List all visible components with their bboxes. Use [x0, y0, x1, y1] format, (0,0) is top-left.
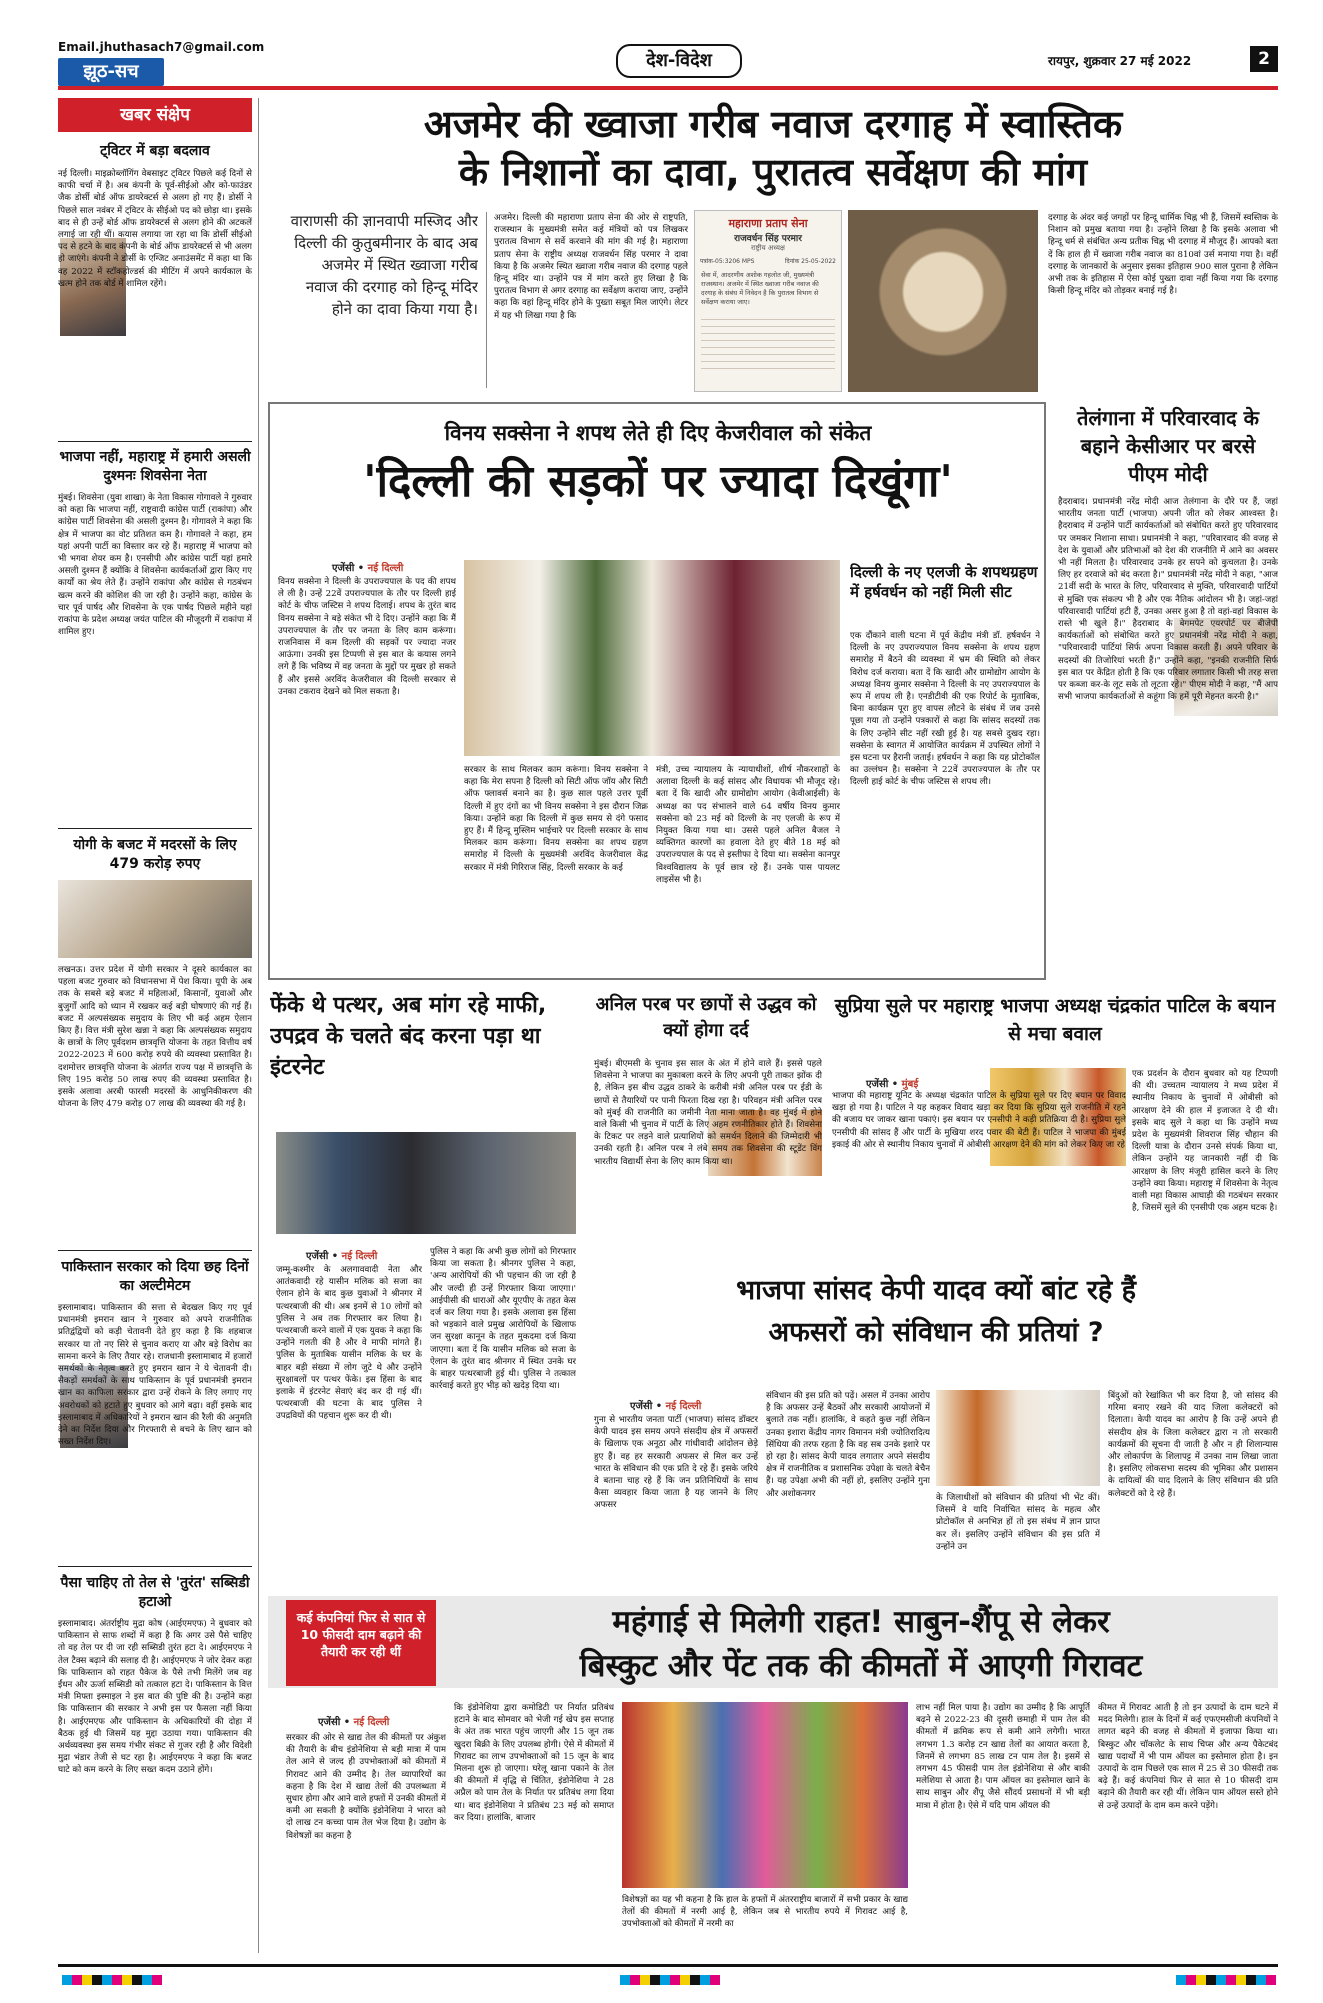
byline-agency: एजेंसी — [866, 1079, 889, 1090]
byline-agency: एजेंसी — [318, 1717, 341, 1728]
byline-place: नई दिल्ली — [353, 1717, 390, 1728]
kp-col-3: के जिलाधीशों को संविधान की प्रतियां भी भेंट कीं। जिसमें वे यादि निर्वाचित सांसद के महत्व और प्रोटोकॉल से अनभिज्ञ हों तो इस संबंध में ज्ञान प्राप्त कर लें। इसलिए उन्होंने संविधान की इस प्रति में उन्होंने उन — [936, 1493, 1100, 1552]
kp-col-4: बिंदुओं को रेखांकित भी कर दिया है, जो सांसद की गरिमा बनाए रखने की याद जिला कलेक्टरों को दिलाता। केपी यादव का आरोप है कि उन्हें अपने ही संसदीय क्षेत्र के जिला कलेक्टर द्वारा न तो सरकारी कार्यक्रमों की सूचना दी जाती है और न ही शिलान्यास और लोकार्पण के शिलापट्ट में उनका नाम लिखा जाता है। इसलिए लोकसभा सदस्य की भूमिका और प्रशासन के दायित्वों की याद दिलाने के लिए संविधान की प्रति कलेक्टरों को दे रहे हैं। — [1108, 1391, 1278, 1499]
letter-ref: पत्रांक-05:3206 MPS — [700, 258, 755, 265]
sidebar-photo-madrasa — [58, 880, 252, 958]
pullquote-rule — [486, 212, 487, 388]
masthead — [0, 0, 1323, 92]
sidebar-title — [58, 98, 252, 132]
delhi-sidebar-body: एक दौंकाने वाली घटना में पूर्व केंद्रीय मंत्री डॉ. हर्षवर्धन ने दिल्ली के नए उपराज्यपाल विनय सक्सेना के शपथ ग्रहण समारोह में बैठने की व्यवस्था में भ्रम की स्थिति को लेकर विरोध दर्ज कराया। बता दें कि खादी और ग्रामोद्योग आयोग के अध्यक्ष विनय कुमार सक्सेना ने दिल्ली के नए उपराज्यपाल के रूप में शपथ ली है। एनडीटीवी की एक रिपोर्ट के मुताबिक, बिना कार्यक्रम पूरा हुए वापस लौटने के संबंध में जब उनसे पूछा गया तो उन्होंने पत्रकारों से कहा कि सांसद सदस्यों तक के लिए उन्होंने सीट नहीं रखी हुई है। यह सबसे दुखद रहा। सक्सेना के स्वागत में आयोजित कार्यक्रम में उपस्थित लोगों ने इस घटना पर हैरानी जताई। हर्षवर्धन ने कहा कि यह प्रोटोकॉल का उल्लंघन है। सक्सेना ने 22वें उपराज्यपाल के तौर पर दिल्ली हाई कोर्ट के चीफ जस्टिस से शपथ ली। — [850, 631, 1040, 788]
lg-swearing-in-photo — [464, 560, 840, 756]
kp-headline — [594, 1270, 1278, 1366]
delhi-kicker: विनय सक्सेना ने शपथ लेते ही दिए केजरीवाल को संकेत — [444, 421, 872, 445]
section-title-text: देश-विदेश — [646, 50, 712, 71]
inflation-headline — [444, 1600, 1278, 1688]
inflation-col-4: लाभ नहीं मिल पाया है। उद्योग का उम्मीद है कि आपूर्ति बढ़ने से 2022-23 की दूसरी छमाही में पाम तेल की कीमतों में क्रमिक रूप से कमी आने लगेगी। भारत लगभग 1.3 करोड़ टन खाद्य तेलों का आयात करता है, जिनमें से लगभग 85 लाख टन पाम तेल है। इसमें से लगभग 45 फीसदी पाम तेल इंडोनेशिया से और बाकी मलेशिया से आता है। पाम ऑयल का इस्तेमाल खाने के साथ साबुन और शैंपू जैसे सौंदर्य प्रसाधनों में भी बड़ी मात्रा में होता है। ऐसे में यदि पाम ऑयल की — [916, 1703, 1090, 1811]
delhi-col-2: सरकार के साथ मिलकर काम करूंगा। विनय सक्सेना ने कहा कि मेरा सपना है दिल्ली को सिटी ऑफ जॉय और सिटी ऑफ फ्लावर्स बनाने का है। कुछ साल पहले उत्तर पूर्वी दिल्ली में हुए दंगों का भी विनय सक्सेना ने इस दौरान जिक्र किया। उन्होंने कहा कि दिल्ली में कुछ समय से दंगे फसाद हुए हैं। मैं हिन्दू मुस्लिम भाईचारे पर दिल्ली सरकार के साथ मिलकर काम करूंगा। विनय सक्सेना का शपथ ग्रहण समारोह में दिल्ली के मुख्यमंत्री अरविंद केजरीवाल केंद्र सरकार में मंत्री गिरिराज सिंह, दिल्ली सरकार के कई — [464, 765, 648, 873]
page-number — [1250, 46, 1278, 72]
byline-place: नई दिल्ली — [665, 1401, 702, 1412]
sidebar-divider — [58, 1250, 252, 1251]
byline-place: मुंबई — [901, 1079, 919, 1090]
inflation-kicker-box — [286, 1600, 436, 1686]
byline-place: नई दिल्ली — [341, 1251, 378, 1262]
delhi-lg-box — [268, 402, 1046, 980]
letter-name: राजवर्धन सिंह परमार — [734, 234, 802, 244]
byline-agency: एजेंसी — [332, 563, 355, 574]
footer-rule — [58, 1964, 1278, 1967]
supriya-col-1: भाजपा की महाराष्ट्र यूनिट के अध्यक्ष चंद्रकांत पाटिल के सुप्रिया सुले पर दिए बयान पर विवाद खड़ा हो गया है। पाटिल ने यह कहकर विवाद खड़ा कर दिया कि सुप्रिया सुले राजनीति में रहने की बजाय घर जाकर खाना पकाएं। इस बयान पर एनसीपी ने कड़ी प्रतिक्रिया दी है। सुप्रिया सुले एनसीपी की सांसद हैं और पार्टी के मुखिया शरद पवार की बेटी हैं। पाटिल ने भाजपा की मुंबई इकाई की ओर से स्थानीय निकाय चुनावों में ओबीसी आरक्षण देने की मांग को लेकर किए जा रहे — [832, 1091, 1126, 1150]
logo-text: झूठ-सच — [83, 61, 139, 82]
telangana-body: हैदराबाद। प्रधानमंत्री नरेंद्र मोदी आज तेलंगाना के दौरे पर हैं, जहां भारतीय जनता पार्टी (भाजपा) अपनी जीत को लेकर आश्वस्त है। हैदराबाद में उन्होंने पार्टी कार्यकर्ताओं को संबोधित करते हुए परिवारवाद पर जमकर निशाना साधा। प्रधानमंत्री ने कहा, "परिवारवाद की वजह से देश के युवाओं और प्रतिभाओं को देश की राजनीति में आने का अवसर भी नहीं मिलता है। परिवारवाद उनके हर सपने को कुचलता है। उनके लिए हर दरवाजे को बंद करता है।" प्रधानमंत्री नरेंद्र मोदी ने कहा, "आज 21वीं सदी के भारत के लिए, परिवारवाद से मुक्ति, परिवारवादी पार्टियों से मुक्ति एक संकल्प भी है और एक नैतिक आंदोलन भी है। जहां-जहां परिवारवादी पार्टियां हटी हैं, उनका असर हुआ है तो वहां-वहां विकास के रास्ते भी खुले हैं।" हैदराबाद के बेगमपेट एयरपोर्ट पर बीजेपी कार्यकर्ताओं को संबोधित करते हुए प्रधानमंत्री नरेंद्र मोदी ने कहा, "परिवारवादी पार्टियां सिर्फ अपना विकास करती हैं। अपने परिवार के सदस्यों की तिजोरियां भरती हैं।" उन्होंने कहा, "इनकी राजनीति सिर्फ इस बात पर केंद्रित होती है कि एक परिवार लगातार किसी भी तरह सत्ता पर कब्जा कर-के लूट सके तो लूटता रहे।" पीएम मोदी ने कहा, "मैं आप सभी भाजपा कार्यकर्ताओं से कहूंगा कि हमें पूरी मेहनत करनी है।" — [1058, 497, 1278, 703]
stones-col-1: जम्मू-कश्मीर के अलगाववादी नेता और आतंकवादी रहे यासीन मलिक को सजा का ऐलान होने के बाद कुछ युवाओं ने श्रीनगर में पत्थरबाजी की थी। अब इनमें से 10 लोगों को पुलिस ने अब तक गिरफ्तार कर लिया है। पत्थरबाजी करने वालों में एक युवक ने कहा कि उन्होंने गलती की है और वे माफी मांगते हैं। पुलिस के मुताबिक यासीन मलिक के घर के बाहर बड़ी संख्या में लोग जुटे थे और उन्होंने सुरक्षाबलों पर पत्थर फेंके। इस हिंसा के बाद इलाके में इंटरनेट सेवाएं बंद कर दी गई थीं। पत्थरबाजी की घटना के बाद पुलिस ने उपद्रवियों की पहचान शुरू कर दी थी। — [276, 1265, 422, 1422]
kp-col-2: संविधान की इस प्रति को पढ़ें। असल में उनका आरोप है कि अफसर उन्हें बैठकों और सरकारी आयोजनों में बुलाते तक नहीं। हालांकि, वे कहते कुछ नहीं लेकिन उनका इशारा केंद्रीय नागर विमानन मंत्री ज्योतिरादित्य सिंधिया की तरफ रहता है कि वह सब उनके इशारे पर हो रहा है। सांसद केपी यादव लगातार अपने संसदीय क्षेत्र में राजनीतिक व प्रशासनिक उपेक्षा के चलते बेचैन हैं। यह उपेक्षा अभी की नहीं हो, इसलिए उन्होंने गुना और अशोकनगर — [766, 1391, 930, 1499]
stones-headline: फेंके थे पत्थर, अब मांग रहे माफी, उपद्रव के चलते बंद करना पड़ा था इंटरनेट — [270, 993, 547, 1080]
sidebar-item-head: भाजपा नहीं, महाराष्ट्र में हमारी असली दुश्मनः शिवसेना नेता — [59, 449, 251, 484]
stones-col-2: पुलिस ने कहा कि अभी कुछ लोगों को गिरफ्तार किया जा सकता है। श्रीनगर पुलिस ने कहा, 'अन्य आरोपियों की भी पहचान की जा रही है और जल्दी ही उन्हें गिरफ्तार किया जाएगा।' आईपीसी की धाराओं और यूएपीए के तहत केस दर्ज कर लिया गया है। इसके अलावा इस हिंसा को भड़काने वाले प्रमुख आरोपियों के खिलाफ जन सुरक्षा कानून के तहत मुकदमा दर्ज किया जाएगा। बता दें कि यासीन मलिक को सजा के ऐलान के तुरंत बाद श्रीनगर में स्थित उनके घर के बाहर पत्थरबाजी हुई थी। पुलिस ने तत्काल कार्रवाई करते हुए भीड़ को खदेड़ दिया था। — [430, 1247, 576, 1392]
sidebar-divider — [58, 441, 252, 442]
byline-agency: एजेंसी — [630, 1401, 653, 1412]
sidebar-divider — [58, 828, 252, 829]
masthead-rule-red — [58, 86, 1278, 90]
dargah-window-photo — [848, 210, 1038, 392]
shiv-headline: अनिल परब पर छापों से उद्धव को क्यों होगा दर्द — [595, 994, 817, 1041]
registration-marks-left — [62, 1975, 162, 1985]
inflation-col-1: सरकार की ओर से खाद्य तेल की कीमतों पर अंकुश की तैयारी के बीच इंडोनेशिया से बड़ी मात्रा में पाम तेल आने से जल्द ही उपभोक्ताओं को कीमतों में गिरावट आने की उम्मीद है। तेल व्यापारियों का कहना है कि देश में खाद्य तेलों की उपलब्धता में सुधार होगा और आने वाले हफ्तों में उनकी कीमतों में कमी आ सकती है क्योंकि इंडोनेशिया ने भारत को दो लाख टन कच्चा पाम तेल भेज दिया है। उद्योग के विशेषज्ञों का कहना है — [286, 1733, 446, 1841]
sidebar-item-body: लखनऊ। उत्तर प्रदेश में योगी सरकार ने दूसरे कार्यकाल का पहला बजट गुरुवार को विधानसभा में पेश किया। यूपी के अब तक के सबसे बड़े बजट में महिलाओं, किसानों, युवाओं और बुजुर्गों आदि को ध्यान में रखकर कई बड़ी घोषणाएं की गई हैं। बजट में अल्पसंख्यक समुदाय के लिए भी कई अहम ऐलान किए हैं। वित्त मंत्री सुरेश खन्ना ने कहा कि अल्पसंख्यक समुदाय के छात्रों के लिए पूर्वदशम छात्रवृत्ति योजना के तहत वित्तीय वर्ष 2022-2023 में 600 करोड़ रुपये की व्यवस्था प्रस्तावित है। दशमोत्तर छात्रवृत्ति योजना के अंतर्गत राज्य पक्ष में छात्रवृत्ति के लिए 195 करोड़ 50 लाख रुपए की व्यवस्था प्रस्तावित है। इसके अलावा अरबी फारसी मदरसों के आधुनिकीकरण की योजना के लिए 479 करोड़ 07 लाख की व्यवस्था की गई है। — [58, 965, 252, 1110]
delhi-col-1: विनय सक्सेना ने दिल्ली के उपराज्यपाल के पद की शपथ ले ली है। उन्हें 22वें उपराज्यपाल के तौर पर दिल्ली हाई कोर्ट के चीफ जस्टिस ने शपथ दिलाई। शपथ के तुरंत बाद विनय सक्सेना ने बड़े संकेत भी दे दिए। उन्होंने कहा कि मैं उपराज्यपाल के तौर पर जनता के लिए काम करूंगा। राजनिवास में कम दिल्ली की सड़कों पर ज्यादा नजर आऊंगा। उनकी इस टिप्पणी से इस बात के कयास लगने लगे हैं कि भविष्य में वह जनता के मुद्दों पर मुखर हो सकते हैं और इससे अरविंद केजरीवाल की दिल्ली सरकार से उनका टकराव देखने को मिल सकता है। — [278, 577, 456, 697]
letter-body: सेवा में, आदरणीय अशोक गहलोत जी, मुख्यमंत्री राजस्थान। अजमेर में स्थित ख्वाजा गरीब नवाज की दरगाह के संबंध में निवेदन है कि पुरातत्व विभाग से सर्वेक्षण कराया जाए। — [701, 271, 819, 306]
byline: एजेंसी • नई दिल्ली — [306, 1251, 378, 1262]
grocery-store-photo — [622, 1702, 908, 1888]
dateline: रायपुर, शुक्रवार 27 मई 2022 — [1048, 54, 1192, 68]
shiv-body: मुंबई। बीएमसी के चुनाव इस साल के अंत में होने वाले हैं। इससे पहले शिवसेना ने भाजपा का मुकाबला करने के लिए अपनी पूरी ताकत झोंक दी है, लेकिन इस बीच उद्धव ठाकरे के करीबी मंत्री अनिल परब पर ईडी के छापों से तैयारियों पर पानी फिरता दिख रहा है। परिवहन मंत्री अनिल परब को मुंबई की राजनीति का जमीनी नेता माना जाता है। वह मुंबई में होने वाले किसी भी चुनाव में पार्टी के लिए अहम रणनीतिकार होते हैं। शिवसेना के टिकट पर लड़ने वाले प्रत्याशियों को समर्थन दिलाने की जिम्मेदारी भी उनकी रहती है। अनिल परब ने लंबे समय तक शिवसेना की स्टूडेंट विंग भारतीय विद्यार्थी सेना के लिए काम किया था। — [594, 1059, 822, 1167]
letter-designation: राष्ट्रीय अध्यक्ष — [751, 244, 785, 252]
sidebar-item-body: मुंबई। शिवसेना (युवा शाखा) के नेता विकास गोगावले ने गुरुवार को कहा कि भाजपा नहीं, राष्ट्रवादी कांग्रेस पार्टी (राकांपा) और कांग्रेस पार्टी शिवसेना की असली दुश्मन है। गोगावले ने कहा कि क्षेत्र में भाजपा का वोट प्रतिशत कम है। गोगावले ने कहा, हम यहां अपनी पार्टी का विस्तार कर रहे हैं। महाराष्ट्र में भाजपा को भी भगवा शेयर कम है। एनसीपी और कांग्रेस पार्टी यहां हमारे असली दुश्मन हैं क्योंकि वे शिवसेना कार्यकर्ताओं द्वारा किए गए कार्यों का श्रेय लेते हैं। उन्होंने राकांपा और कांग्रेस से गठबंधन खत्म करने की कोशिश की जा रही है। उन्होंने कहा, कांग्रेस के चार पूर्व पार्षद और शिवसेना के एक पार्षद पिछले महीने यहां राकांपा के प्रदेश अध्यक्ष जयंत पाटिल की मौजूदगी में राकांपा में शामिल हुए। — [58, 493, 252, 638]
sidebar-item-body: इस्लामाबाद। पाकिस्तान की सत्ता से बेदखल किए गए पूर्व प्रधानमंत्री इमरान खान ने गुरुवार को अपने राजनीतिक प्रतिद्वंद्वियों को कड़ी चेतावनी देते हुए कहा है कि शहबाज सरकार या तो नए सिरे से चुनाव कराए या और बड़े विरोध का सामना करने के लिए तैयार रहे। राजधानी इस्लामाबाद में हजारों समर्थकों के नेतृत्व करते हुए इमरान खान ने ये चेतावनी दी। सैकड़ों समर्थकों के साथ पाकिस्तान के पूर्व प्रधानमंत्री इमरान खान का काफिला सरकार द्वारा उन्हें रोकने के लिए लगाए गए अवरोधकों को हटाते हुए बुधवार को आगे बढ़ा। वहीं इसके बाद इस्लामाबाद में अधिकारियों ने इमरान खान की रैली की अनुमति देने का निर्देश दिया और गिरफ्तारी से बचने के लिए खान को सख्त निर्देश दिए। — [58, 1303, 252, 1448]
sidebar-item-head: पैसा चाहिए तो तेल से 'तुरंत' सब्सिडी हटाओ — [60, 1575, 250, 1610]
sidebar — [58, 98, 252, 1953]
inflation-col-3: विशेषज्ञों का यह भी कहना है कि हाल के हफ्तों में अंतरराष्ट्रीय बाजारों में सभी प्रकार के खाद्य तेलों की कीमतों में नरमी आई है, लेकिन जब से भारतीय रुपये में गिरावट आई है, उपभोक्ताओं को कीमतों में नरमी का — [622, 1895, 908, 1930]
lead-headline — [268, 100, 1278, 200]
sidebar-title-text: खबर संक्षेप — [120, 105, 190, 125]
inflation-headline-line-1: महंगाई से मिलेगी राहत! साबुन-शैंपू से लेकर — [612, 1604, 1110, 1640]
byline-agency: एजेंसी — [306, 1251, 329, 1262]
supriya-col-2: एक प्रदर्शन के दौरान बुधवार को यह टिप्पणी की थी। उच्चतम न्यायालय ने मध्य प्रदेश में स्थानीय निकाय के चुनावों में ओबीसी को आरक्षण देने की हाल में इजाजत दे दी थी। इसके बाद सुले ने कहा था कि उन्होंने मध्य प्रदेश के मुख्यमंत्री शिवराज सिंह चौहान की दिल्ली यात्रा के दौरान उनसे संपर्क किया था, लेकिन उन्होंने यह जानकारी नहीं दी कि आरक्षण के लिए मंजूरी हासिल करने के लिए उन्होंने क्या किया। महाराष्ट्र में शिवसेना के नेतृत्व वाली महा विकास आघाड़ी की गठबंधन सरकार है, जिसमें सुले की एनसीपी एक अहम घटक है। — [1132, 1069, 1278, 1214]
inflation-headline-line-2: बिस्कुट और पेंट तक की कीमतों में आएगी गिरावट — [579, 1648, 1143, 1684]
inflation-kicker: कई कंपनियां फिर से सात से 10 फीसदी दाम बढ़ाने की तैयारी कर रही थीं — [296, 1610, 426, 1659]
inflation-col-2: कि इंडोनेशिया द्वारा कमोडिटी पर निर्यात प्रतिबंध हटाने के बाद सोमवार को भेजी गई खेप इस सप्ताह के अंत तक भारत पहुंच जाएगी और 15 जून तक खुदरा बिक्री के लिए उपलब्ध होगी। ऐसे में कीमतों में गिरावट का लाभ उपभोक्ताओं को 15 जून के बाद मिलना शुरू हो जाएगा। घरेलू खाना पकाने के तेल की कीमतों में वृद्धि से चिंतित, इंडोनेशिया ने 28 अप्रैल को पाम तेल के निर्यात पर प्रतिबंध लगा दिया था। बाद इंडोनेशिया ने प्रतिबंध 23 मई को समाप्त कर दिया। हालांकि, बाजार — [454, 1703, 614, 1823]
letter-org: महाराणा प्रताप सेना — [728, 217, 808, 230]
arrested-youths-photo — [276, 1132, 576, 1234]
letter-image — [694, 210, 842, 392]
byline: एजेंसी • नई दिल्ली — [630, 1401, 702, 1412]
letter-date: दिनांक 25-05-2022 — [784, 258, 836, 265]
byline-place: नई दिल्ली — [367, 563, 404, 574]
section-title — [616, 44, 742, 78]
letter-lines — [701, 313, 835, 373]
lead-headline-line-2: के निशानों का दावा, पुरातत्व सर्वेक्षण की मांग — [458, 150, 1088, 194]
email-line: Email.jhuthasach7@gmail.com — [58, 40, 265, 54]
kp-headline-line-2: अफसरों को संविधान की प्रतियां ? — [768, 1317, 1104, 1348]
logo — [58, 58, 164, 86]
lead-pullquote: वाराणसी की ज्ञानवापी मस्जिद और दिल्ली की कुतुबमीनार के बाद अब अजमेर में स्थित ख्वाजा गरीब नवाज की दरगाह को हिन्दू मंदिर होने का दावा किया गया है। — [290, 212, 478, 318]
kp-headline-line-1: भाजपा सांसद केपी यादव क्यों बांट रहे हैं — [736, 1275, 1136, 1306]
byline: एजेंसी • नई दिल्ली — [332, 563, 404, 574]
byline: एजेंसी • मुंबई — [866, 1079, 919, 1090]
sidebar-item-body: इस्लामाबाद। अंतर्राष्ट्रीय मुद्रा कोष (आईएमएफ) ने बुधवार को पाकिस्तान से साफ शब्दों में कहा है कि अगर उसे पैसे चाहिए तो वह तेल पर दी जा रही सब्सिडी तुरंत हटा दे। आईएमएफ ने तेल टैक्स बढ़ाने की सलाह दी है। आईएमएफ ने जोर देकर कहा कि पाकिस्तान को राहत पैकेज के पैसे तभी मिलेंगे जब वह ईंधन और ऊर्जा सब्सिडी को तत्काल हटा दे। पाकिस्तान के वित्त मंत्री मिफ्ता इस्माइल ने इस बात की पुष्टि की है। उन्होंने कहा कि पाकिस्तान की सरकार ने अभी इस पर फैसला नहीं किया है। आईएमएफ और पाकिस्तान के अधिकारियों की दोहा में बैठक हुई थी जिसमें यह मुद्दा उठाया गया। पाकिस्तान की अर्थव्यवस्था इस समय गंभीर संकट से गुजर रही है और विदेशी मुद्रा भंडार तेजी से घट रहा है। आईएमएफ ने कहा कि बजट घाटे को कम करने के लिए सख्त कदम उठाने होंगे। — [58, 1619, 252, 1776]
delhi-col-3: मंत्री, उच्च न्यायालय के न्यायाधीशों, शीर्ष नौकरशाहों के अलावा दिल्ली के कई सांसद और विधायक भी मौजूद रहे। बता दें कि खादी और ग्रामोद्योग आयोग (केवीआईसी) के अध्यक्ष का पद संभालने वाले 64 वर्षीय विनय कुमार सक्सेना को 23 मई को दिल्ली के नए एलजी के रूप में नियुक्त किया गया था। उससे पहले अनिल बैजल ने व्यक्तिगत कारणों का हवाला देते हुए बीते 18 मई को उपराज्यपाल के पद से इस्तीफा दे दिया था। सक्सेना कानपुर विश्वविद्यालय के पूर्व छात्र रहे हैं। उनके पास पायलट लाइसेंस भी है। — [656, 765, 840, 885]
byline: एजेंसी • नई दिल्ली — [318, 1717, 390, 1728]
inflation-col-5: कीमत में गिरावट आती है तो इन उत्पादों के दाम घटने में मदद मिलेगी। हाल के दिनों में कई एफएमसीजी कंपनियों ने लागत बढ़ने की वजह से कीमतों में इजाफा किया था। बिस्कुट और चॉकलेट के साथ चिप्स और अन्य पैकेटबंद खाद्य पदार्थों में भी पाम ऑयल का इस्तेमाल होता है। इन उत्पादों के दाम पिछले एक साल में 25 से 30 फीसदी तक बढ़े हैं। कई कंपनियां फिर से सात से 10 फीसदी दाम बढ़ाने की तैयारी कर रही थीं। लेकिन पाम ऑयल सस्ते होने से उन्हें उत्पादों के दाम कम करने पड़ेंगे। — [1098, 1703, 1278, 1811]
delhi-sidebar-head: दिल्ली के नए एलजी के शपथग्रहण में हर्षवर्धन को नहीं मिली सीट — [850, 563, 1038, 601]
sidebar-item-head: पाकिस्तान सरकार को दिया छह दिनों का अल्टीमेटम — [61, 1259, 249, 1294]
sidebar-divider — [58, 1566, 252, 1567]
telangana-headline: तेलंगाना में परिवारवाद के बहाने केसीआर पर बरसे पीएम मोदी — [1076, 406, 1259, 486]
supriya-headline: सुप्रिया सुले पर महाराष्ट्र भाजपा अध्यक्ष चंद्रकांत पाटिल के बयान से मचा बवाल — [834, 995, 1276, 1045]
registration-marks-right — [1176, 1975, 1276, 1985]
delhi-headline: 'दिल्ली की सड़कों पर ज्यादा दिखूंगा' — [363, 456, 953, 507]
sidebar-item-body: नई दिल्ली। माइक्रोब्लॉगिंग वेबसाइट ट्विटर पिछले कई दिनों से काफी चर्चा में है। अब कंपनी के पूर्व-सीईओ और को-फाउंडर जैक डोर्सी बोर्ड ऑफ डायरेक्टर्स से अलग हो गए हैं। डोर्सी ने पिछले साल नवंबर में ट्विटर के सीईओ पद को छोड़ा था। इसके बाद से ही उन्हें बोर्ड ऑफ डायरेक्टर्स से अलग होने की अटकलें लगाई जा रही थीं। कयास लगाया जा रहा था कि डोर्सी सीईओ पद से हटने के बाद कंपनी के बोर्ड ऑफ डायरेक्टर्स से भी अलग हो जाएंगे। कंपनी ने डोर्सी के एग्जिट अनाउंसमेंट में कहा था कि वह 2022 में स्टॉकहोल्डर्स की मीटिंग में अपने कार्यकाल के खत्म होने तक बोर्ड में शामिल रहेंगे। — [58, 169, 252, 289]
lead-headline-line-1: अजमेर की ख्वाजा गरीब नवाज दरगाह में स्वास्तिक — [423, 102, 1123, 146]
lead-body-continued: दरगाह के अंदर कई जगहों पर हिन्दू धार्मिक चिह्न भी हैं, जिसमें स्वस्तिक के निशान को प्रमुख बताया गया है। उन्होंने लिखा है कि इसके अलावा भी हिन्दू धर्म से संबंधित अन्य प्रतीक चिह्न भी दरगाह में मौजूद हैं। आपको बता दें कि हाल ही में ख्वाजा गरीब नवाज का 810वां उर्स मनाया गया है। वहीं दरगाह के जानकारों के अनुसार इसका इतिहास 900 साल पुराना है लेकिन अभी तक के इतिहास में ऐसा कोई पुख्ता दावा नहीं किया गया कि दरगाह किसी हिन्दू मंदिर को तोड़कर बनाई गई है। — [1048, 213, 1278, 297]
sidebar-border — [258, 98, 259, 1953]
sidebar-item-head: ट्विटर में बड़ा बदलाव — [100, 143, 210, 159]
registration-marks-center — [620, 1975, 720, 1985]
kp-scindia-photo — [936, 1390, 1100, 1486]
page-number-text: 2 — [1258, 49, 1270, 69]
kp-col-1: गुना से भारतीय जनता पार्टी (भाजपा) सांसद डॉक्टर केपी यादव इस समय अपने संसदीय क्षेत्र में अफसरों के खिलाफ एक अनूठा और गांधीवादी आंदोलन छेड़े हुए हैं। वह हर सरकारी अफसर से मिल कर उन्हें भारत के संविधान की एक प्रति दे रहे हैं। इसके जरिये वे बताना चाह रहे हैं कि जन प्रतिनिधियों के साथ कैसा व्यवहार किया जाता है यह जानने के लिए अफसर — [594, 1415, 758, 1511]
lead-body: अजमेर। दिल्ली की महाराणा प्रताप सेना की ओर से राष्ट्रपति, राजस्थान के मुख्यमंत्री समेत कई मंत्रियों को पत्र लिखकर पुरातत्व विभाग से सर्वे करवाने की मांग की गई है। महाराणा प्रताप सेना के राष्ट्रीय अध्यक्ष राजवर्धन सिंह परमार ने दावा किया है कि अजमेर स्थित ख्वाजा गरीब नवाज की दरगाह पहले हिन्दू मंदिर था। उन्होंने पत्र में मांग करते हुए लिखा है कि पुरातत्व विभाग से अगर दरगाह का सर्वेक्षण कराया जाए, उन्होंने कहा कि वहां हिन्दू मंदिर होने के पुख्ता सबूत मिल जाएंगे। लेटर में यह भी लिखा गया है कि — [494, 213, 688, 321]
sidebar-item-head: योगी के बजट में मदरसों के लिए 479 करोड़ रुपए — [73, 837, 237, 872]
